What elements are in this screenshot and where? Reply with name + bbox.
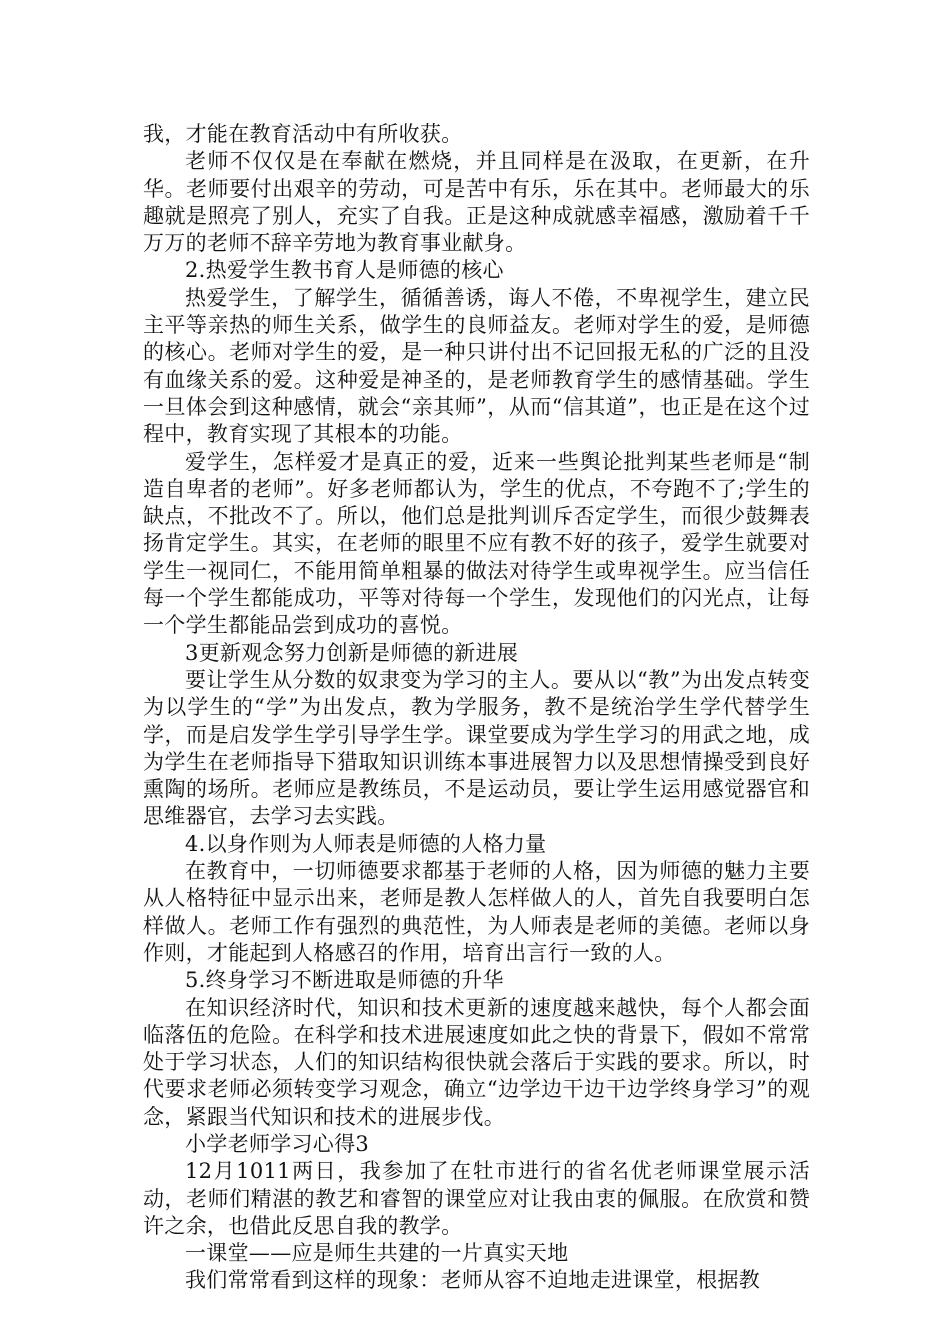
paragraph-observation: 我们常常看到这样的现象：老师从容不迫地走进课堂，根据教 [185,1268,761,1293]
paragraph-activity: 12月1011两日，我参加了在牡市进行的省名优老师课堂展示活动，老师们精湛的教艺和睿智的课堂应对让我由衷的佩服。在欣赏和赞许之余，也借此反思自我的教学。 [143,1159,810,1238]
article-title-3: 小学老师学习心得3 [185,1131,370,1156]
section-heading-5: 5.终身学习不断进取是师德的升华 [185,968,504,993]
section-heading-2: 2.热爱学生教书育人是师德的核心 [185,258,504,283]
paragraph-true-love: 爱学生，怎样爱才是真正的爱，近来一些舆论批判某些老师是“制造自卑者的老师”。好多老师都认为，学生的优点，不夸跑不了;学生的缺点，不批改不了。所以，他们总是批判训斥否定学生，而很少鼓舞表扬肯定学生。其实，在老师的眼里不应有教不好的孩子，爱学生就要对学生一视同仁，不能用简单粗暴的做法对待学生或卑视学生。应当信任每一个学生都能成功，平等对待每一个学生，发现他们的闪光点，让每一个学生都能品尝到成功的喜悦。 [143,449,810,638]
paragraph-love-students: 热爱学生，了解学生，循循善诱，诲人不倦，不卑视学生，建立民主平等亲热的师生关系，做学生的良师益友。老师对学生的爱，是师德的核心。老师对学生的爱，是一种只讲付出不记回报无私的广泛的且没有血缘关系的爱。这种爱是神圣的，是老师教育学生的感情基础。学生一旦体会到这种感情，就会“亲其师”，从而“信其道”，也正是在这个过程中，教育实现了其根本的功能。 [143,285,810,447]
paragraph-lifelong-learning: 在知识经济时代，知识和技术更新的速度越来越快，每个人都会面临落伍的危险。在科学和技术进展速度如此之快的背景下，假如不常常处于学习状态，人们的知识结构很快就会落后于实践的要求。所以，时代要求老师必须转变学习观念，确立“边学边干边干边学终身学习”的观念，紧跟当代知识和技术的进展步伐。 [143,995,810,1129]
section-heading-3: 3更新观念努力创新是师德的新进展 [185,640,519,665]
paragraph-innovation: 要让学生从分数的奴隶变为学习的主人。要从以“教”为出发点转变为以学生的“学”为出发点，教为学服务，教不是统治学生学代替学生学，而是启发学生学引导学生学。课堂要成为学生学习的用武之地，成为学生在老师指导下猎取知识训练本事进展智力以及思想情操受到良好熏陶的场所。老师应是教练员，不是运动员，要让学生运用感觉器官和思维器官，去学习去实践。 [143,667,810,829]
section-heading-classroom: 一课堂——应是师生共建的一片真实天地 [185,1241,569,1266]
paragraph-continuation: 我，才能在教育活动中有所收获。 [143,122,463,146]
document-body [143,121,810,1295]
section-heading-4: 4.以身作则为人师表是师德的人格力量 [185,831,547,856]
paragraph-teacher-dedication: 老师不仅仅是在奉献在燃烧，并且同样是在汲取，在更新，在升华。老师要付出艰辛的劳动，可是苦中有乐，乐在其中。老师最大的乐趣就是照亮了别人，充实了自我。正是这种成就感幸福感，激励着千千万万的老师不辞辛劳地为教育事业献身。 [143,149,810,256]
paragraph-role-model: 在教育中，一切师德要求都基于老师的人格，因为师德的魅力主要从人格特征中显示出来，老师是教人怎样做人的人，首先自我要明白怎样做人。老师工作有强烈的典范性，为人师表是老师的美德。老师以身作则，才能起到人格感召的作用，培育出言行一致的人。 [143,859,810,965]
